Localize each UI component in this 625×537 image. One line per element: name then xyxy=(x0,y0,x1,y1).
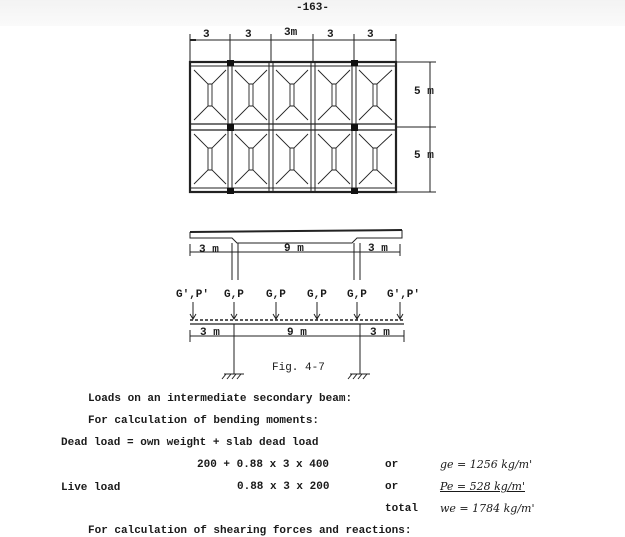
dead-load-result: ge = 1256 kg/m' xyxy=(440,458,533,471)
section-right-span: 3 m xyxy=(368,243,388,255)
cross-section xyxy=(190,230,402,280)
plan-span-4: 3 xyxy=(327,29,334,41)
load-label: G,P xyxy=(266,289,286,301)
plan-bay-1: 5 m xyxy=(414,86,434,98)
plan-bay-2: 5 m xyxy=(414,150,434,162)
bending-subheading: For calculation of bending moments: xyxy=(88,415,320,427)
dead-load-definition: Dead load = own weight + slab dead load xyxy=(61,437,319,449)
plan-span-5: 3 xyxy=(367,29,374,41)
section-left-span: 3 m xyxy=(199,244,219,256)
or-text: or xyxy=(385,481,399,493)
beam-right-span: 3 m xyxy=(370,327,390,339)
live-load-result: Pe = 528 kg/m' xyxy=(440,480,525,493)
beam-middle-span: 9 m xyxy=(287,327,307,339)
plan-span-3: 3m xyxy=(284,27,298,39)
plan-span-1: 3 xyxy=(203,29,210,41)
plan-span-2: 3 xyxy=(245,29,252,41)
beam-left-span: 3 m xyxy=(200,327,220,339)
loads-heading: Loads on an intermediate secondary beam: xyxy=(88,393,353,405)
live-load-calc: 0.88 x 3 x 200 xyxy=(237,481,330,493)
shear-subheading: For calculation of shearing forces and reactions: xyxy=(88,525,412,537)
dead-load-calc: 200 + 0.88 x 3 x 400 xyxy=(197,459,330,471)
load-label: G,P xyxy=(347,289,367,301)
page-number: -163- xyxy=(295,2,329,14)
load-label: G',P' xyxy=(176,289,210,301)
section-middle-span: 9 m xyxy=(284,243,304,255)
load-label: G,P xyxy=(224,289,244,301)
or-text: or xyxy=(385,459,399,471)
total-load-result: we = 1784 kg/m' xyxy=(440,502,535,515)
live-load-label: Live load xyxy=(61,482,121,494)
figure-caption: Fig. 4-7 xyxy=(272,362,325,374)
load-label: G',P' xyxy=(387,289,421,301)
load-label: G,P xyxy=(307,289,327,301)
floor-plan xyxy=(190,34,436,194)
total-label: total xyxy=(385,503,419,515)
